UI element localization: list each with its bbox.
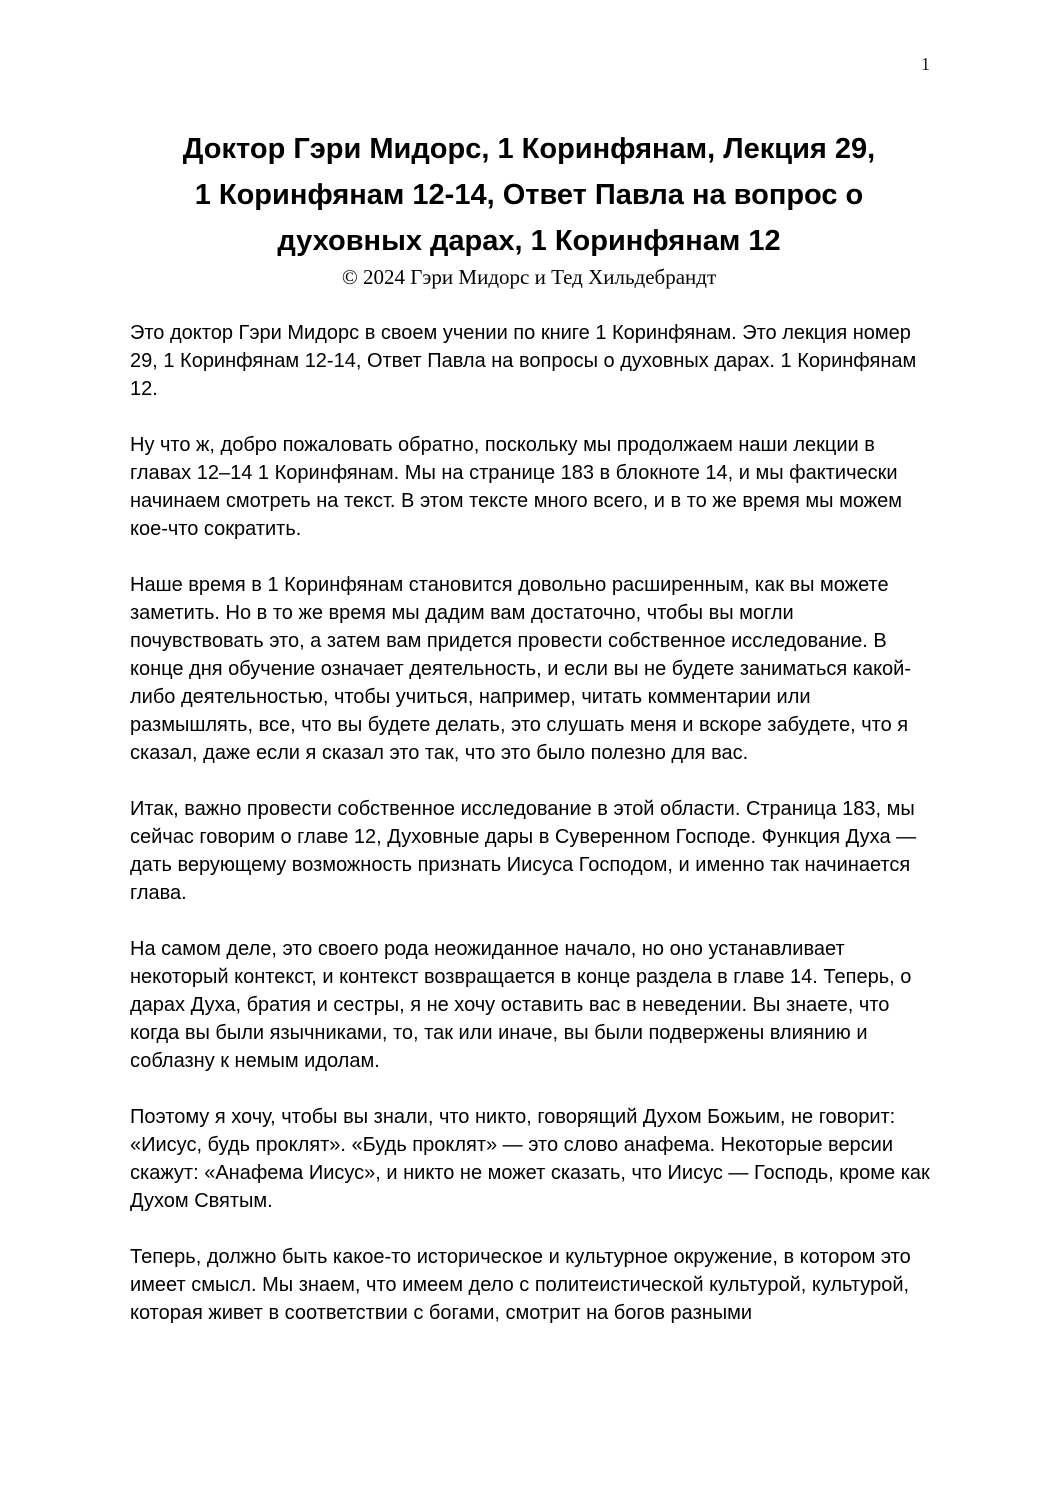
paragraph: Поэтому я хочу, чтобы вы знали, что никто, говорящий Духом Божьим, не говорит: «Иисус, будь проклят». «Будь проклят» — это слово анафема. Некоторые версии скажут: «Анафема Иисус», и никто не может сказать, что Иисус — Господь, кроме как Духом Святым. xyxy=(130,1106,930,1212)
paragraph: Это доктор Гэри Мидорс в своем учении по книге 1 Коринфянам. Это лекция номер 29, 1 Коринфянам 12-14, Ответ Павла на вопросы о духовных дарах. 1 Коринфянам 12. xyxy=(130,322,917,400)
paragraph: Наше время в 1 Коринфянам становится довольно расширенным, как вы можете заметить. Но в то же время мы дадим вам достаточно, чтобы вы могли почувствовать это, а затем вам придется провести собственное исследование. В конце дня обучение означает деятельность, и если вы не будете заниматься какой-либо деятельностью, чтобы учиться, например, читать комментарии или размышлять, все, что вы будете делать, это слушать меня и вскоре забудете, что я сказал, даже если я сказал это так, что это было полезно для вас. xyxy=(130,574,911,764)
document-header xyxy=(0,0,1058,289)
title-line: 1 Коринфянам 12-14, Ответ Павла на вопрос о xyxy=(194,179,864,211)
paragraph: На самом деле, это своего рода неожиданное начало, но оно устанавливает некоторый контекст, и контекст возвращается в конце раздела в главе 14. Теперь, о дарах Духа, братия и сестры, я не хочу оставить вас в неведении. Вы знаете, что когда вы были язычниками, то, так или иначе, вы были подвержены влиянию и соблазну к немым идолам. xyxy=(130,938,912,1072)
title-line: духовных дарах, 1 Коринфянам 12 xyxy=(277,225,781,257)
title-line: Доктор Гэри Мидорс, 1 Коринфянам, Лекция 29, xyxy=(182,133,876,165)
document-body xyxy=(130,319,930,1327)
document-title xyxy=(0,126,1058,264)
paragraph: Ну что ж, добро пожаловать обратно, поскольку мы продолжаем наши лекции в главах 12–14 1 Коринфянам. Мы на странице 183 в блокноте 14, и мы фактически начинаем смотреть на текст. В этом тексте много всего, и в то же время мы можем кое-что сократить. xyxy=(130,434,902,540)
copyright-line: © 2024 Гэри Мидорс и Тед Хильдебрандт xyxy=(341,265,717,289)
page-number: 1 xyxy=(921,54,930,74)
paragraph: Итак, важно провести собственное исследование в этой области. Страница 183, мы сейчас говорим о главе 12, Духовные дары в Суверенном Господе. Функция Духа — дать верующему возможность признать Иисуса Господом, и именно так начинается глава. xyxy=(130,798,917,904)
paragraph: Теперь, должно быть какое-то историческое и культурное окружение, в котором это имеет смысл. Мы знаем, что имеем дело с политеистической культурой, культурой, которая живет в соответствии с богами, смотрит на богов разными xyxy=(130,1246,911,1324)
